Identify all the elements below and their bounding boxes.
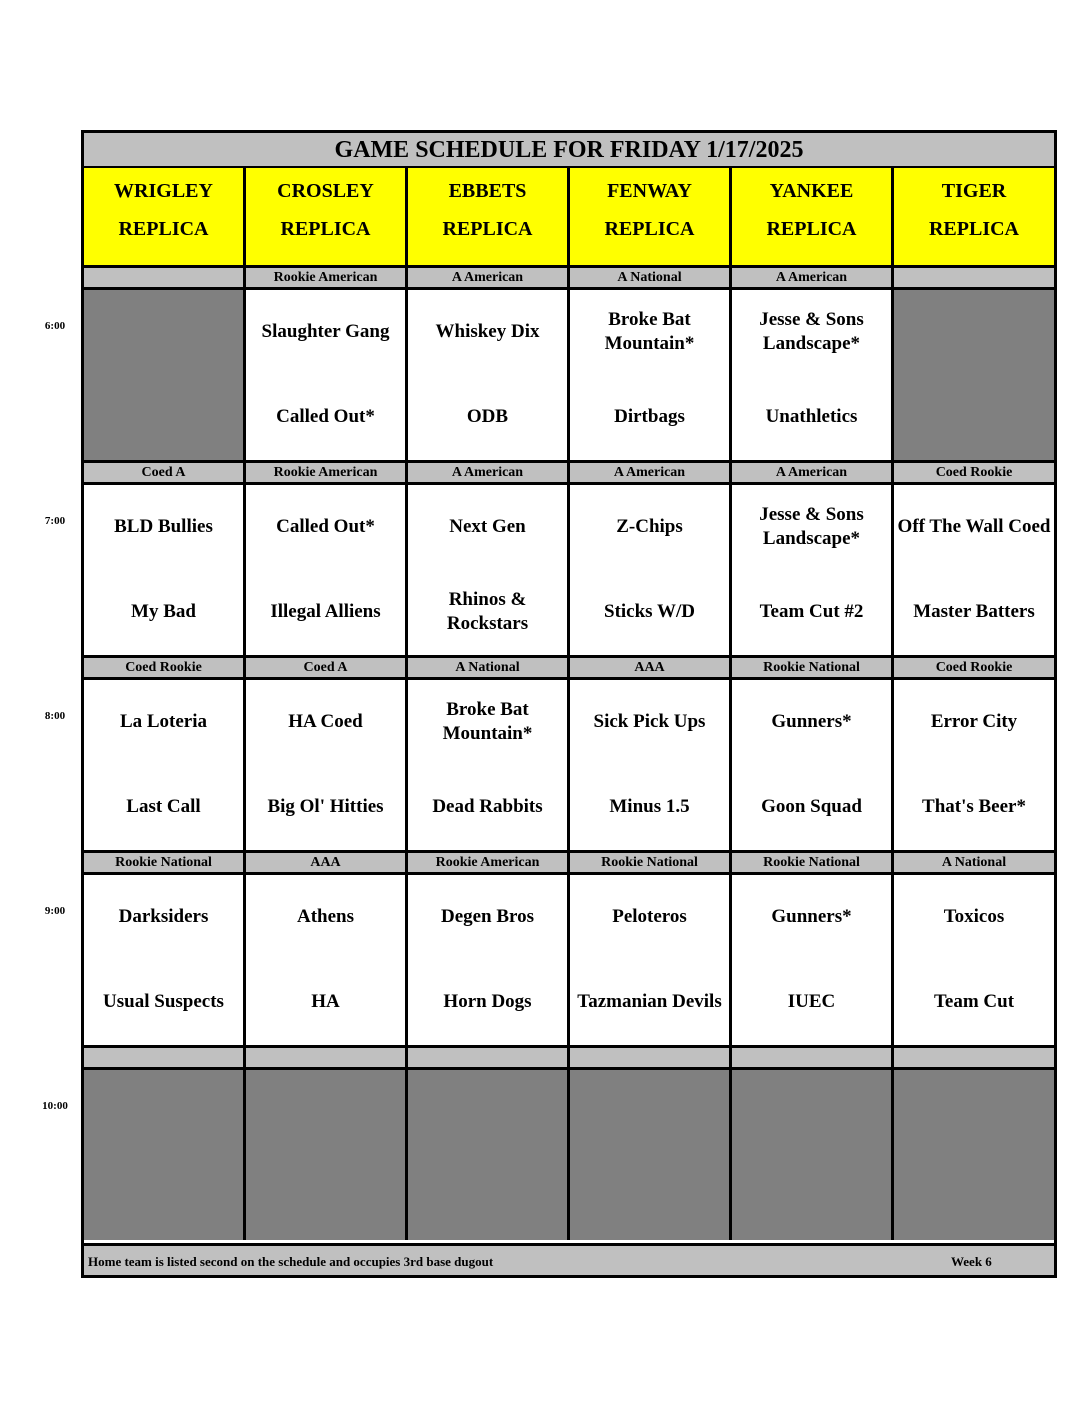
division-label: Rookie National	[732, 850, 894, 875]
division-label: Rookie American	[246, 265, 408, 290]
away-team: Athens	[296, 906, 354, 927]
away-team: Next Gen	[449, 516, 526, 537]
game-cell	[732, 485, 894, 655]
field-subtitle: REPLICA	[766, 218, 857, 240]
division-label: Coed A	[246, 655, 408, 680]
page-title: GAME SCHEDULE FOR FRIDAY 1/17/2025	[84, 133, 1054, 168]
division-label: AAA	[246, 850, 408, 875]
field-subtitle: REPLICA	[442, 218, 533, 240]
footer-bar	[84, 1243, 1054, 1275]
division-label: AAA	[570, 655, 732, 680]
home-team: HA	[311, 991, 340, 1012]
empty-slot	[732, 1070, 894, 1240]
field-subtitle: REPLICA	[118, 218, 209, 240]
division-label	[732, 1045, 894, 1070]
away-team: HA Coed	[288, 711, 363, 732]
time-label: 10:00	[42, 1100, 68, 1112]
empty-slot	[894, 1070, 1054, 1240]
game-cell	[570, 875, 732, 1045]
division-label: Coed A	[84, 460, 246, 485]
game-cell	[894, 485, 1054, 655]
division-label: Coed Rookie	[894, 460, 1054, 485]
week-label: Week 6	[951, 1254, 992, 1269]
division-label: Coed Rookie	[894, 655, 1054, 680]
division-label: Rookie American	[246, 460, 408, 485]
field-header	[408, 168, 570, 265]
away-team: Called Out*	[276, 516, 375, 537]
empty-slot	[246, 1070, 408, 1240]
away-team: Gunners*	[771, 906, 852, 927]
time-label: 7:00	[44, 515, 66, 527]
home-team: Team Cut	[933, 991, 1015, 1012]
home-team: Master Batters	[913, 601, 1035, 622]
field-name: EBBETS	[448, 180, 527, 202]
away-team: Jesse & Sons Landscape*	[759, 309, 864, 354]
field-name: WRIGLEY	[114, 180, 213, 202]
field-header	[84, 168, 246, 265]
game-cell	[246, 485, 408, 655]
field-name: YANKEE	[769, 180, 854, 202]
game-cell	[84, 485, 246, 655]
time-label: 8:00	[44, 710, 66, 722]
division-label	[408, 1045, 570, 1070]
game-cell	[84, 680, 246, 850]
division-label: Rookie National	[570, 850, 732, 875]
home-team: Sticks W/D	[604, 601, 695, 622]
home-team: Dirtbags	[614, 406, 685, 427]
home-team: Rhinos & Rockstars	[446, 589, 529, 634]
division-label: A American	[732, 265, 894, 290]
home-team: Illegal Alliens	[270, 601, 381, 622]
empty-slot	[84, 1070, 246, 1240]
time-label: 6:00	[44, 320, 66, 332]
field-header	[732, 168, 894, 265]
home-team: Team Cut #2	[759, 601, 864, 622]
game-cell	[246, 290, 408, 460]
game-cell	[408, 875, 570, 1045]
game-cell	[408, 680, 570, 850]
division-label	[570, 1045, 732, 1070]
game-cell	[408, 485, 570, 655]
away-team: Broke Bat Mountain*	[604, 309, 695, 354]
home-team: Goon Squad	[761, 796, 862, 817]
home-team: Unathletics	[765, 406, 858, 427]
away-team: Error City	[930, 711, 1018, 732]
division-label: A National	[894, 850, 1054, 875]
home-team: Tazmanian Devils	[577, 991, 722, 1012]
game-cell	[408, 290, 570, 460]
division-label: A American	[570, 460, 732, 485]
home-team: Last Call	[126, 796, 201, 817]
game-cell	[732, 875, 894, 1045]
field-subtitle: REPLICA	[928, 218, 1019, 240]
division-label: A American	[408, 265, 570, 290]
away-team: Peloteros	[612, 906, 687, 927]
schedule-table	[81, 130, 1057, 1278]
field-header	[246, 168, 408, 265]
division-label	[84, 1045, 246, 1070]
home-team: Minus 1.5	[609, 796, 690, 817]
game-cell	[84, 875, 246, 1045]
footer-note: Home team is listed second on the schedule and occupies 3rd base dugout	[88, 1254, 494, 1269]
home-team: That's Beer*	[922, 796, 1026, 817]
division-label: A National	[408, 655, 570, 680]
field-subtitle: REPLICA	[604, 218, 695, 240]
game-cell	[894, 680, 1054, 850]
division-label: Rookie National	[84, 850, 246, 875]
game-cell	[894, 875, 1054, 1045]
home-team: Usual Suspects	[103, 991, 224, 1012]
away-team: Gunners*	[771, 711, 852, 732]
field-header	[894, 168, 1054, 265]
away-team: Z-Chips	[616, 516, 683, 537]
field-name: CROSLEY	[277, 180, 374, 202]
home-team: Big Ol' Hitties	[267, 796, 384, 817]
game-cell	[732, 290, 894, 460]
away-team: Slaughter Gang	[261, 321, 390, 342]
division-label	[894, 265, 1054, 290]
division-label: Rookie National	[732, 655, 894, 680]
home-team: My Bad	[131, 601, 196, 622]
home-team: ODB	[466, 406, 509, 427]
away-team: Degen Bros	[440, 906, 535, 927]
empty-slot	[894, 290, 1054, 460]
empty-slot	[408, 1070, 570, 1240]
away-team: Whiskey Dix	[435, 321, 540, 342]
game-cell	[570, 680, 732, 850]
division-label: A National	[570, 265, 732, 290]
field-subtitle: REPLICA	[280, 218, 371, 240]
empty-slot	[84, 290, 246, 460]
empty-slot	[570, 1070, 732, 1240]
away-team: BLD Bullies	[114, 516, 213, 537]
division-label	[246, 1045, 408, 1070]
away-team: Darksiders	[118, 906, 209, 927]
game-cell	[570, 485, 732, 655]
game-cell	[570, 290, 732, 460]
division-label: A American	[732, 460, 894, 485]
division-label: Rookie American	[408, 850, 570, 875]
game-cell	[732, 680, 894, 850]
game-cell	[246, 875, 408, 1045]
division-label	[894, 1045, 1054, 1070]
field-header	[570, 168, 732, 265]
away-team: La Loteria	[119, 711, 208, 732]
away-team: Off The Wall Coed	[897, 516, 1051, 537]
home-team: IUEC	[787, 991, 836, 1012]
home-team: Called Out*	[276, 406, 375, 427]
away-team: Jesse & Sons Landscape*	[759, 504, 864, 549]
home-team: Horn Dogs	[443, 991, 532, 1012]
home-team: Dead Rabbits	[432, 796, 543, 817]
division-label	[84, 265, 246, 290]
division-label: Coed Rookie	[84, 655, 246, 680]
away-team: Toxicos	[943, 906, 1005, 927]
away-team: Broke Bat Mountain*	[442, 699, 533, 744]
field-name: TIGER	[941, 180, 1007, 202]
game-cell	[246, 680, 408, 850]
field-name: FENWAY	[607, 180, 692, 202]
away-team: Sick Pick Ups	[593, 711, 706, 732]
time-label: 9:00	[44, 905, 66, 917]
division-label: A American	[408, 460, 570, 485]
